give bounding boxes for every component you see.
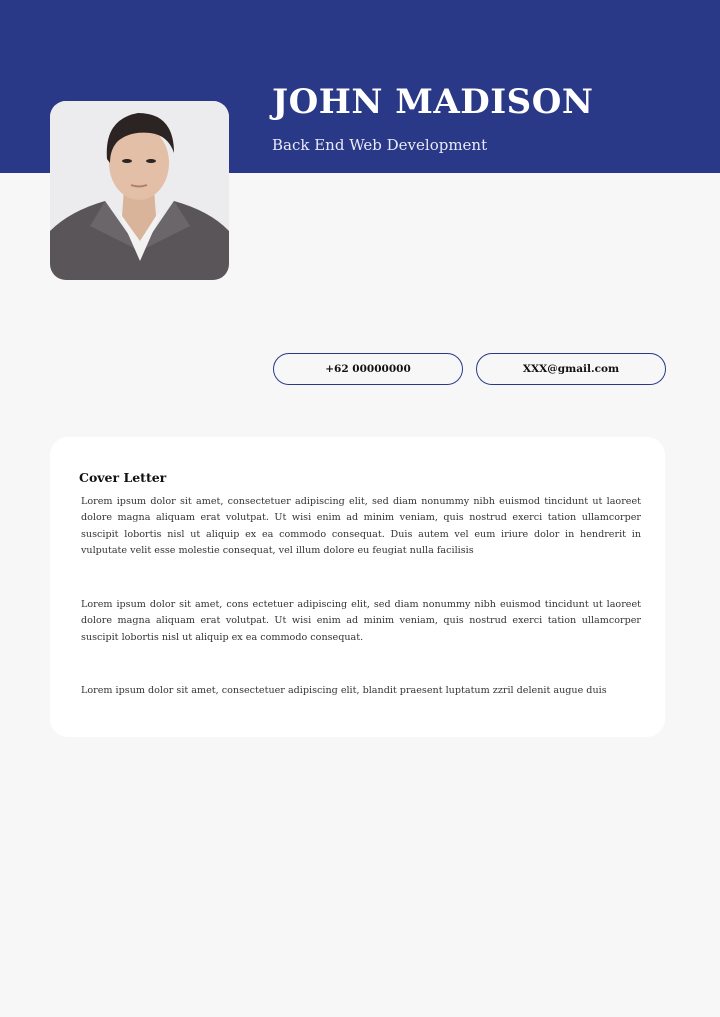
profile-photo bbox=[50, 101, 229, 280]
cover-letter-title: Cover Letter bbox=[79, 470, 167, 485]
email-address[interactable]: XXX@gmail.com bbox=[522, 363, 620, 375]
cover-letter-paragraph-3: Lorem ipsum dolor sit amet, consectetuer adipiscing elit, blandit praesent luptatum zzril delenit augue duis bbox=[81, 685, 607, 696]
candidate-name: JOHN MADISON bbox=[272, 82, 594, 122]
cover-letter-paragraph-2: Lorem ipsum dolor sit amet, cons ectetuer adipiscing elit, sed diam nonummy nibh euismod tincidunt ut laoreet dolore magna aliquam erat volutpat. Ut wisi enim ad minim veniam, quis nostrud exerci tation ullamcorper suscipit lobortis nisl ut aliquip ex ea commodo consequat. bbox=[81, 599, 641, 643]
portrait-photo-icon bbox=[50, 101, 229, 280]
cover-letter-paragraph-1: Lorem ipsum dolor sit amet, consectetuer adipiscing elit, sed diam nonummy nibh euismod tincidunt ut laoreet dolore magna aliquam erat volutpat. Ut wisi enim ad minim veniam, quis nostrud exerci tation ullamcorper suscipit lobortis nisl ut aliquip ex ea commodo consequat. Duis autem vel eum iriure dolor in hendrerit in vulputate velit esse molestie consequat, vel illum dolore eu feugiat nulla facilisis bbox=[81, 496, 641, 556]
candidate-role: Back End Web Development bbox=[272, 136, 488, 154]
phone-pill bbox=[273, 353, 463, 385]
email-pill[interactable] bbox=[476, 353, 666, 385]
cover-letter-card bbox=[50, 437, 665, 737]
phone-number: +62 00000000 bbox=[325, 363, 411, 375]
